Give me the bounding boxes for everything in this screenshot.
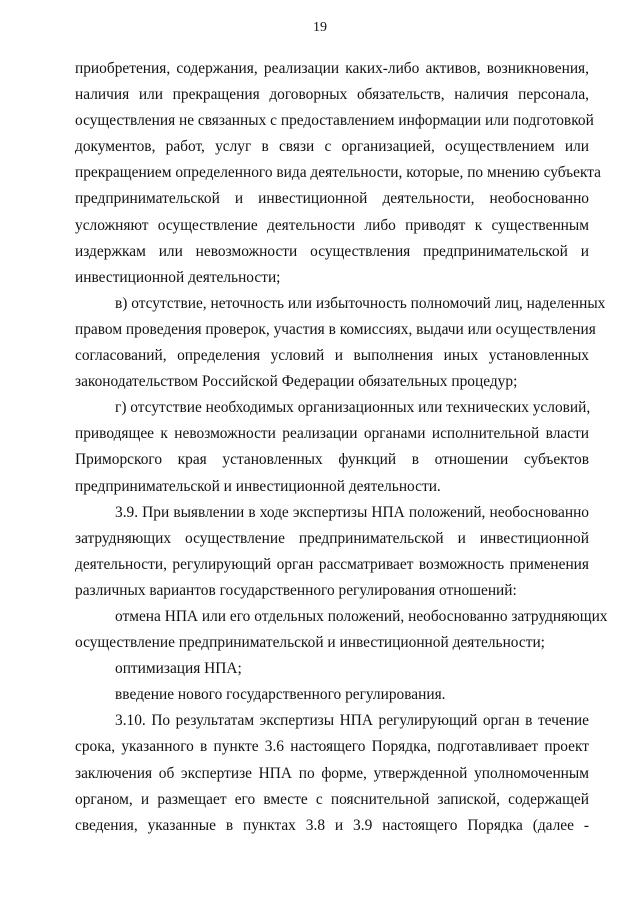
text-line: издержкам или невозможности осуществления предпринимательской и [75, 242, 589, 260]
text-line: Приморского края установленных функций в отношении субъектов [75, 451, 589, 469]
text-line: документов, работ, услуг в связи с организацией, осуществлением или [75, 138, 589, 156]
text-line: введение нового государственного регулирования. [115, 686, 446, 704]
text-line: отмена НПА или его отдельных положений, необоснованно затрудняющих [115, 607, 608, 625]
text-line: инвестиционной деятельности; [75, 268, 281, 286]
text-line: прекращением определенного вида деятельности, которые, по мнению субъекта [75, 164, 601, 182]
text-line: согласований, определения условий и выполнения иных установленных [75, 347, 589, 365]
text-line: сведения, указанные в пунктах 3.8 и 3.9 настоящего Порядка (далее - [75, 816, 589, 834]
document-body [75, 56, 608, 839]
text-line: органом, и размещает его вместе с пояснительной запиской, содержащей [75, 790, 589, 808]
text-line: приводящее к невозможности реализации органами исполнительной власти [75, 425, 589, 443]
text-line: предпринимательской и инвестиционной деятельности. [75, 477, 441, 495]
text-line: приобретения, содержания, реализации каких-либо активов, возникновения, [75, 60, 589, 77]
text-line: законодательством Российской Федерации обязательных процедур; [75, 373, 518, 391]
text-line: оптимизация НПА; [115, 660, 242, 678]
text-line: осуществления не связанных с предоставлением информации или подготовкой [75, 112, 594, 130]
text-line: 3.9. При выявлении в ходе экспертизы НПА положений, необоснованно [115, 503, 589, 521]
text-line: различных вариантов государственного регулирования отношений: [75, 581, 517, 599]
text-line: в) отсутствие, неточность или избыточность полномочий лиц, наделенных [115, 294, 606, 312]
text-line: предпринимательской и инвестиционной деятельности, необоснованно [75, 190, 589, 208]
text-line: срока, указанного в пункте 3.6 настоящего Порядка, подготавливает проект [75, 738, 589, 756]
page-number: 19 [313, 20, 327, 35]
text-line: деятельности, регулирующий орган рассматривает возможность применения [75, 555, 589, 573]
text-line: заключения об экспертизе НПА по форме, утвержденной уполномоченным [75, 764, 589, 782]
text-line: наличия или прекращения договорных обязательств, наличия персонала, [75, 86, 589, 104]
text-line: г) отсутствие необходимых организационных или технических условий, [115, 399, 591, 417]
text-line: 3.10. По результатам экспертизы НПА регулирующий орган в течение [115, 712, 589, 730]
text-line: осуществление предпринимательской и инвестиционной деятельности; [75, 634, 545, 652]
text-line: затрудняющих осуществление предпринимательской и инвестиционной [75, 529, 589, 547]
text-line: усложняют осуществление деятельности либо приводят к существенным [75, 216, 589, 234]
text-line: правом проведения проверок, участия в комиссиях, выдачи или осуществления [75, 320, 596, 338]
